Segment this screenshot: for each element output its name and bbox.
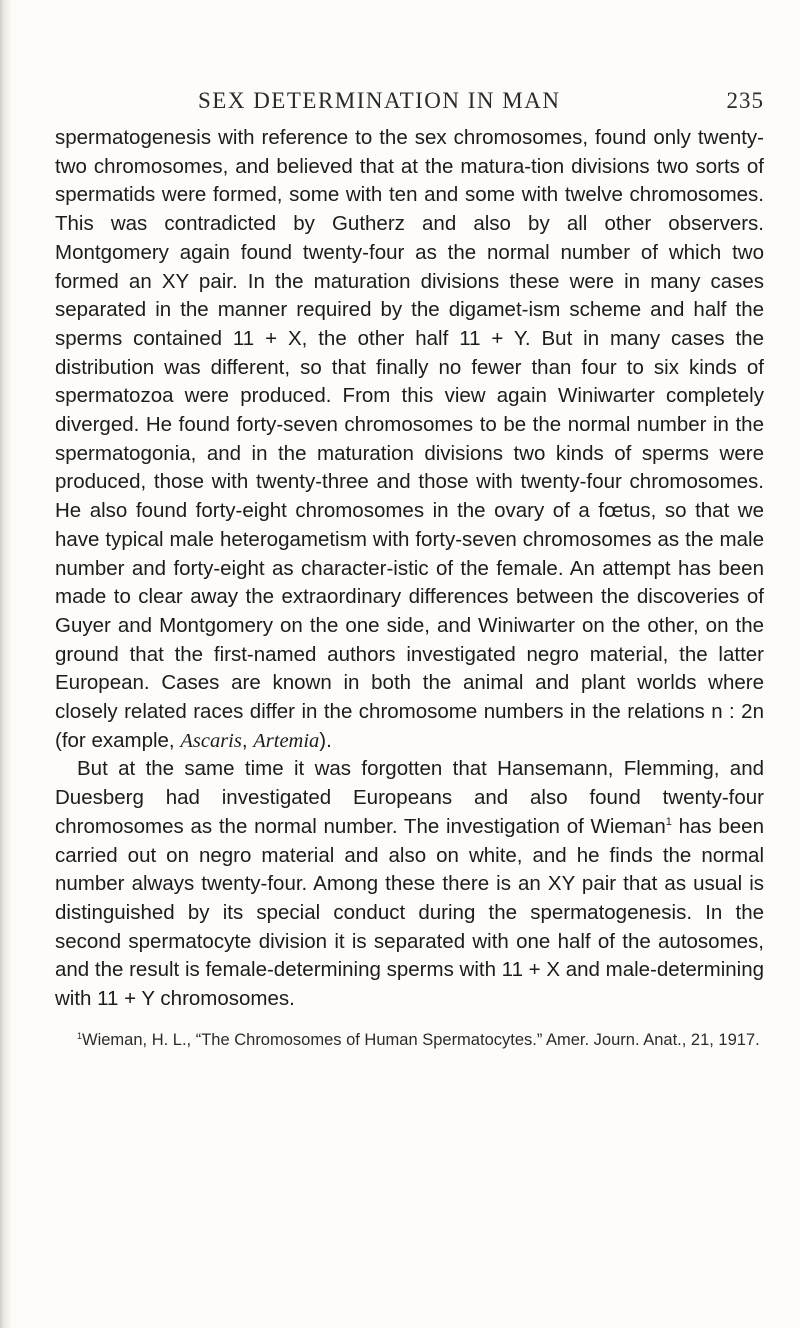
page-number: 235 — [726, 88, 764, 113]
footnote-marker: 1 — [77, 1030, 83, 1041]
body-text — [55, 124, 764, 1014]
paragraph-2-start: But at the same time it was forgotten that Hansemann, Flemming, and Duesberg had investigated Europeans and also found twenty-four chromosomes as the normal number. The investigation of Wieman — [55, 757, 764, 838]
footnote-reference: 1 — [665, 815, 672, 828]
paragraph-2-rest: has been carried out on negro material and also on white, and he finds the normal number always twenty-four. Among these there is an XY pair that as usual is distinguished by its special conduct during the spermatogenesis. In the second spermatocyte division it is separated with one half of the autosomes, and the result is female-determining sperms with 11 + X and male-determining with 11 + Y chromosomes. — [55, 814, 764, 1011]
paragraph-1 — [55, 124, 764, 755]
running-title: SEX DETERMINATION IN MAN — [198, 88, 561, 113]
example-separator: , — [241, 728, 254, 752]
paragraph-1-text: spermatogenesis with reference to the sex chromosomes, found only twenty-two chromosomes, and believed that at the matura-tion divisions two sorts of spermatids were formed, some with ten and some with twelve chromosomes. This was contradicted by Gutherz and also by all other observers. Montgomery again found twenty-four as the normal number of which two formed an XY pair. In the maturation divisions these were in many cases separated in the manner required by the digamet-ism scheme and half the sperms contained 11 + X, the other half 11 + Y. But in many cases the distribution was different, so that finally no fewer than four to six kinds of spermatozoa were produced. From this view again Winiwarter completely diverged. He found forty-seven chromosomes to be the normal number in the spermatogonia, and in the maturation divisions two kinds of sperms were produced, those with twenty-three and those with twenty-four chromosomes. He also found forty-eight chromosomes in the ovary of a fœtus, so that we have typical male heterogametism with forty-seven chromosomes as the male number and forty-eight as character-istic of the female. An attempt has been made to clear away the extraordinary differences between the discoveries of Guyer and Montgomery on the one side, and Winiwarter on the other, on the ground that the first-named authors investigated negro material, the latter European. Cases are known in both the animal and plant worlds where closely related races differ in the chromosome numbers in the relations n : 2n (for example, — [55, 126, 764, 752]
book-page — [55, 88, 764, 1052]
example-artemia: Artemia — [253, 729, 320, 752]
paragraph-2 — [55, 755, 764, 1013]
footnote — [55, 1028, 764, 1052]
running-head — [55, 88, 764, 122]
paragraph-1-end: ). — [319, 728, 332, 752]
page-left-edge — [0, 0, 12, 1328]
example-ascaris: Ascaris — [180, 729, 242, 752]
footnote-text: Wieman, H. L., “The Chromosomes of Human Spermatocytes.” Amer. Journ. Anat., 21, 1917. — [82, 1030, 760, 1049]
